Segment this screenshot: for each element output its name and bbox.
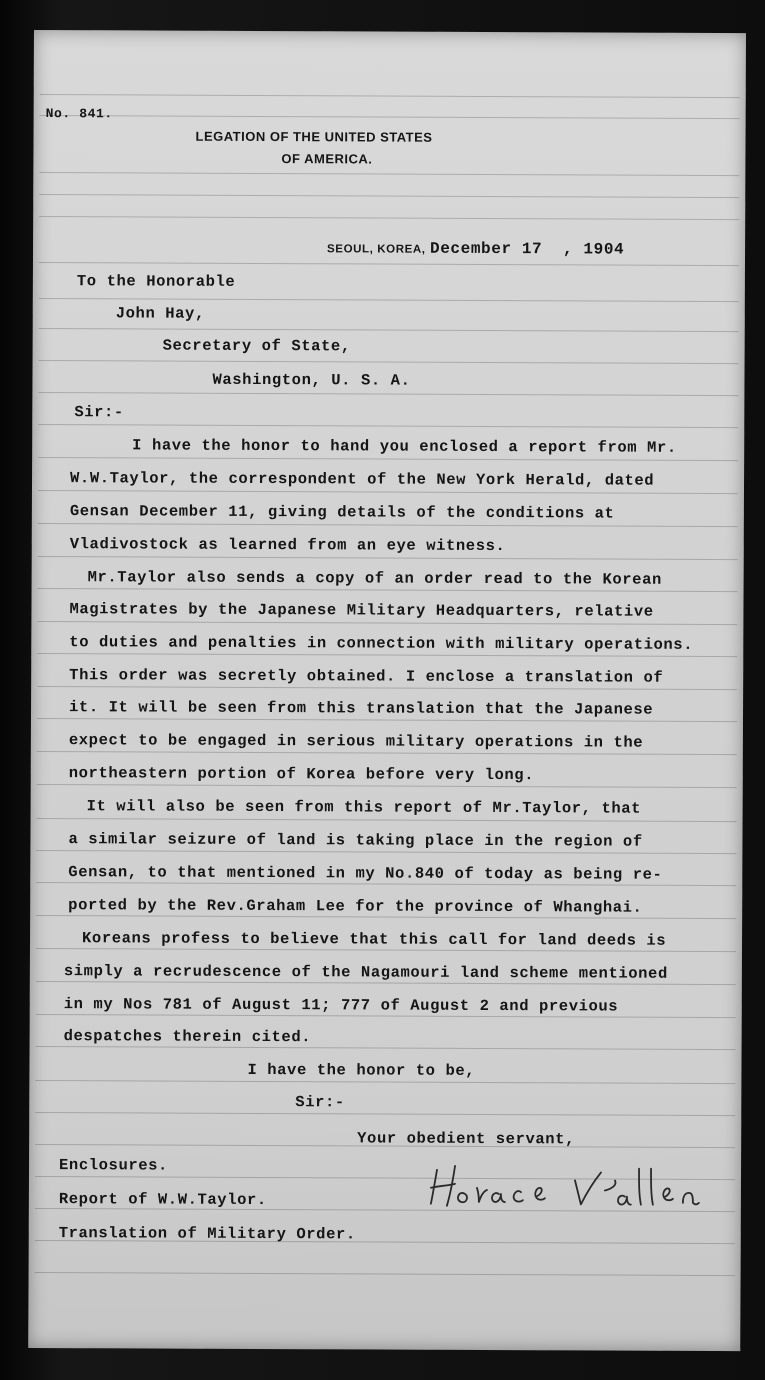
- legation-heading-line2: OF AMERICA.: [281, 151, 373, 167]
- body-line: in my Nos 781 of August 11; 777 of August 2 and previous: [63, 995, 619, 1016]
- handwritten-signature: [425, 1156, 715, 1217]
- legation-heading-line1: LEGATION OF THE UNITED STATES: [195, 128, 433, 145]
- body-line: simply a recrudescence of the Nagamouri land scheme mentioned: [63, 962, 668, 983]
- letter-year: , 1904: [563, 240, 625, 259]
- body-line: northeastern portion of Korea before very long.: [68, 764, 535, 785]
- enclosure-item: Report of W.W.Taylor.: [58, 1190, 267, 1210]
- body-line: expect to be engaged in serious military operations in the: [68, 731, 644, 752]
- body-line: Koreans profess to believe that this call for land deeds is: [81, 929, 667, 950]
- body-line: Gensan, to that mentioned in my No.840 of today as being re-: [68, 863, 663, 884]
- addressee-location: Washington, U. S. A.: [212, 370, 411, 390]
- body-line: ported by the Rev.Graham Lee for the province of Whanghai.: [68, 896, 643, 917]
- body-line: Vladivostock as learned from an eye witness.: [69, 535, 506, 556]
- body-line: Mr.Taylor also sends a copy of an order read to the Korean: [87, 568, 662, 589]
- body-line: Gensan December 11, giving details of the conditions at: [69, 502, 615, 523]
- addressee-name: John Hay,: [115, 304, 205, 323]
- enclosure-item: Translation of Military Order.: [58, 1224, 356, 1244]
- body-line: W.W.Taylor, the correspondent of the New York Herald, dated: [70, 469, 655, 490]
- body-line: Magistrates by the Japanese Military Headquarters, relative: [69, 600, 654, 621]
- body-line: despatches therein cited.: [63, 1027, 312, 1047]
- salutation: Sir:-: [74, 403, 124, 422]
- body-line: This order was secretly obtained. I enclose a translation of: [69, 666, 664, 687]
- closing-line: I have the honor to be,: [247, 1060, 476, 1080]
- body-line: a similar seizure of land is taking place in the region of: [68, 830, 643, 851]
- closing-valediction: Your obedient servant,: [357, 1129, 576, 1149]
- body-line: It will also be seen from this report of Mr.Taylor, that: [86, 797, 642, 818]
- addressee-honorific: To the Honorable: [76, 272, 236, 291]
- addressee-title: Secretary of State,: [162, 336, 351, 356]
- letter-date: December 17: [430, 239, 543, 259]
- body-line: it. It will be seen from this translation that the Japanese: [69, 698, 654, 719]
- place-of-writing: SEOUL, KOREA,: [327, 243, 426, 256]
- closing-salutation: Sir:-: [295, 1093, 345, 1112]
- letter-page: [28, 30, 746, 1351]
- enclosures-heading: Enclosures.: [59, 1156, 169, 1175]
- body-line: I have the honor to hand you enclosed a report from Mr.: [132, 436, 677, 457]
- body-line: to duties and penalties in connection with military operations.: [69, 633, 694, 654]
- document-number: No. 841.: [45, 106, 113, 122]
